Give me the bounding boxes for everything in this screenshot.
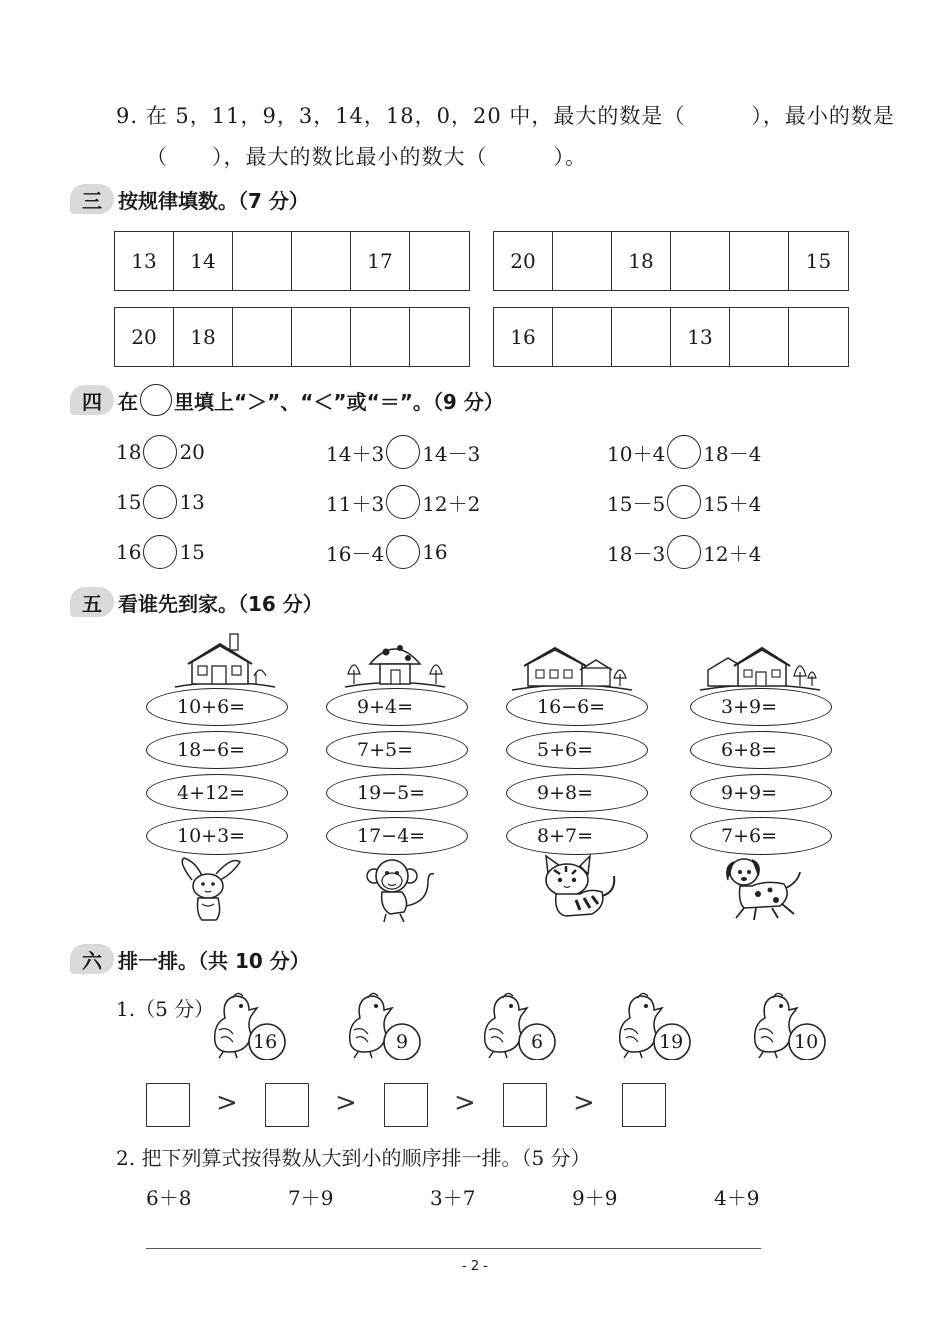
village-house-icon bbox=[698, 636, 823, 693]
equation-oval[interactable]: 9+8= bbox=[506, 774, 648, 812]
sequence-grid-2 bbox=[493, 231, 849, 291]
answer-circle[interactable] bbox=[386, 535, 420, 569]
mushroom-house-icon bbox=[340, 632, 450, 690]
grid-cell-blank[interactable] bbox=[351, 308, 410, 366]
equation-oval[interactable]: 3+9= bbox=[690, 688, 832, 726]
page-number: - 2 - bbox=[462, 1259, 488, 1274]
compare-left: 15－5 bbox=[607, 491, 666, 516]
chick-number: 10 bbox=[794, 1031, 819, 1053]
compare-left: 11＋3 bbox=[326, 491, 385, 516]
house-icon bbox=[170, 632, 280, 690]
section-title bbox=[118, 384, 504, 416]
problem-1-label: 1.（5 分） bbox=[116, 997, 215, 1021]
compare-right: 18－4 bbox=[703, 441, 762, 466]
compare-item bbox=[326, 485, 480, 519]
grid-cell-blank[interactable] bbox=[233, 308, 292, 366]
grid-cell-blank[interactable] bbox=[730, 308, 789, 366]
grid-cell-blank[interactable] bbox=[789, 308, 848, 366]
grid-cell: 16 bbox=[494, 308, 553, 366]
answer-box[interactable] bbox=[146, 1083, 190, 1127]
equation-oval[interactable]: 4+12= bbox=[146, 774, 288, 812]
compare-item bbox=[607, 435, 761, 469]
section-badge: 六 bbox=[70, 944, 114, 974]
chick-icon bbox=[205, 990, 295, 1060]
grid-cell: 17 bbox=[351, 232, 410, 290]
expression: 6＋8 bbox=[146, 1186, 192, 1210]
compare-right: 20 bbox=[179, 440, 205, 464]
equation-oval[interactable]: 5+6= bbox=[506, 731, 648, 769]
q9-line1: 9. 在 5，11，9，3，14，18，0，20 中，最大的数是（ ），最小的数是 bbox=[116, 104, 895, 128]
section-4-header bbox=[70, 382, 504, 418]
monkey-icon bbox=[362, 852, 438, 924]
compare-item bbox=[326, 435, 480, 469]
compare-left: 15 bbox=[116, 490, 142, 514]
equation-oval[interactable]: 10+3= bbox=[146, 817, 288, 855]
answer-box[interactable] bbox=[384, 1083, 428, 1127]
answer-circle[interactable] bbox=[386, 435, 420, 469]
grid-cell-blank[interactable] bbox=[292, 232, 351, 290]
greater-than-sign: > bbox=[335, 1088, 357, 1118]
compare-left: 18－3 bbox=[607, 541, 666, 566]
compare-right: 12＋2 bbox=[422, 491, 481, 516]
equation-oval[interactable]: 6+8= bbox=[690, 731, 832, 769]
equation-oval[interactable]: 18−6= bbox=[146, 731, 288, 769]
footer-divider bbox=[146, 1248, 761, 1249]
compare-item bbox=[607, 485, 761, 519]
chick-icon bbox=[475, 990, 565, 1060]
compare-right: 15＋4 bbox=[703, 491, 762, 516]
answer-circle[interactable] bbox=[143, 485, 177, 519]
grid-cell-blank[interactable] bbox=[612, 308, 671, 366]
section-6-header bbox=[70, 941, 310, 977]
grid-cell-blank[interactable] bbox=[730, 232, 789, 290]
expression: 3＋7 bbox=[430, 1186, 476, 1210]
answer-box[interactable] bbox=[265, 1083, 309, 1127]
sequence-grid-1 bbox=[114, 231, 470, 291]
compare-right: 16 bbox=[422, 540, 448, 564]
chick-number: 19 bbox=[659, 1031, 684, 1053]
expression: 9＋9 bbox=[572, 1186, 618, 1210]
sequence-grid-3 bbox=[114, 307, 470, 367]
answer-box[interactable] bbox=[503, 1083, 547, 1127]
answer-circle[interactable] bbox=[667, 435, 701, 469]
section-title-pre: 在 bbox=[118, 389, 138, 414]
greater-than-sign: > bbox=[573, 1088, 595, 1118]
grid-cell-blank[interactable] bbox=[553, 232, 612, 290]
grid-cell-blank[interactable] bbox=[292, 308, 351, 366]
answer-circle[interactable] bbox=[143, 535, 177, 569]
expression: 4＋9 bbox=[714, 1186, 760, 1210]
chick-number: 16 bbox=[253, 1031, 278, 1053]
section-badge: 五 bbox=[70, 587, 114, 617]
equation-oval[interactable]: 9+9= bbox=[690, 774, 832, 812]
compare-left: 16－4 bbox=[326, 541, 385, 566]
circle-icon bbox=[140, 384, 172, 416]
compare-item bbox=[607, 535, 761, 569]
grid-cell: 14 bbox=[174, 232, 233, 290]
answer-box[interactable] bbox=[622, 1083, 666, 1127]
greater-than-sign: > bbox=[216, 1088, 238, 1118]
compare-left: 18 bbox=[116, 440, 142, 464]
section-title-post: 里填上“＞”、“＜”或“＝”。（9 分） bbox=[174, 389, 504, 414]
q9-line2: （ ），最大的数比最小的数大（ ）。 bbox=[146, 145, 587, 169]
section-title: 看谁先到家。（16 分） bbox=[118, 591, 323, 616]
grid-cell-blank[interactable] bbox=[410, 232, 469, 290]
compare-item bbox=[116, 535, 205, 569]
grid-cell: 20 bbox=[115, 308, 174, 366]
grid-cell: 15 bbox=[805, 249, 832, 273]
section-title: 排一排。（共 10 分） bbox=[118, 948, 310, 973]
chick-icon bbox=[340, 990, 430, 1060]
compare-right: 14－3 bbox=[422, 441, 481, 466]
answer-circle[interactable] bbox=[386, 485, 420, 519]
equation-oval[interactable]: 16−6= bbox=[506, 688, 648, 726]
cat-icon bbox=[540, 852, 620, 924]
sequence-grid-4 bbox=[493, 307, 849, 367]
greater-than-sign: > bbox=[454, 1088, 476, 1118]
grid-cell-blank[interactable] bbox=[553, 308, 612, 366]
equation-oval[interactable]: 9+4= bbox=[326, 688, 468, 726]
compare-right: 12＋4 bbox=[703, 541, 762, 566]
grid-cell-blank[interactable] bbox=[671, 232, 730, 290]
problem-2-label: 2. 把下列算式按得数从大到小的顺序排一排。（5 分） bbox=[116, 1146, 591, 1170]
equation-oval[interactable]: 17−4= bbox=[326, 817, 468, 855]
section-5-header bbox=[70, 584, 323, 620]
section-badge: 三 bbox=[70, 184, 114, 214]
compare-left: 14＋3 bbox=[326, 441, 385, 466]
expression: 7＋9 bbox=[288, 1186, 334, 1210]
equation-oval[interactable]: 8+7= bbox=[506, 817, 648, 855]
grid-cell-blank[interactable] bbox=[233, 232, 292, 290]
grid-cell: 18 bbox=[612, 232, 671, 290]
compare-right: 13 bbox=[179, 490, 205, 514]
compare-left: 10＋4 bbox=[607, 441, 666, 466]
compare-item bbox=[326, 535, 448, 569]
grid-cell: 18 bbox=[174, 308, 233, 366]
equation-oval[interactable]: 10+6= bbox=[146, 688, 288, 726]
grid-cell: 13 bbox=[671, 308, 730, 366]
equation-oval[interactable]: 19−5= bbox=[326, 774, 468, 812]
answer-circle[interactable] bbox=[667, 485, 701, 519]
compare-left: 16 bbox=[116, 540, 142, 564]
section-badge: 四 bbox=[70, 385, 114, 415]
compare-right: 15 bbox=[179, 540, 205, 564]
chick-number: 6 bbox=[531, 1031, 544, 1053]
rabbit-icon bbox=[176, 852, 246, 924]
section-title: 按规律填数。（7 分） bbox=[118, 188, 309, 213]
equation-oval[interactable]: 7+6= bbox=[690, 817, 832, 855]
section-3-header bbox=[70, 181, 309, 217]
grid-cell: 20 bbox=[494, 232, 553, 290]
grid-cell-blank[interactable] bbox=[410, 308, 469, 366]
compare-item bbox=[116, 485, 205, 519]
farmhouse-icon bbox=[510, 638, 635, 693]
answer-circle[interactable] bbox=[667, 535, 701, 569]
chick-icon bbox=[610, 990, 700, 1060]
compare-item bbox=[116, 435, 205, 469]
grid-cell: 13 bbox=[115, 232, 174, 290]
dog-icon bbox=[722, 852, 804, 924]
answer-circle[interactable] bbox=[143, 435, 177, 469]
chick-number: 9 bbox=[396, 1031, 409, 1053]
equation-oval[interactable]: 7+5= bbox=[326, 731, 468, 769]
chick-icon bbox=[745, 990, 835, 1060]
